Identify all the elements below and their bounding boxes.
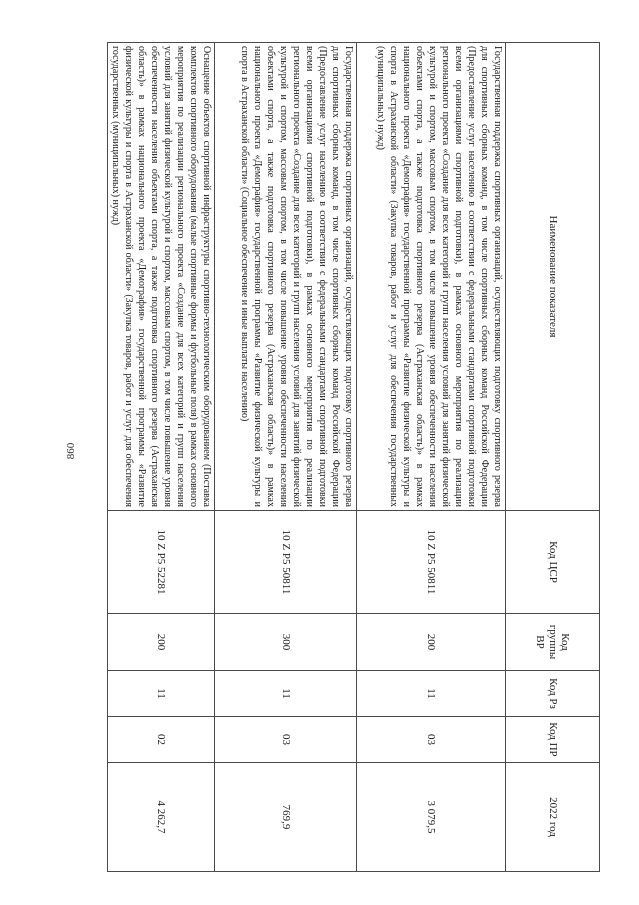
rotated-table-container xyxy=(110,42,600,871)
row-csr: 10 Z P5 50811 xyxy=(215,511,357,614)
table-header-row xyxy=(506,43,600,872)
row-vr: 200 xyxy=(108,614,215,671)
row-rz: 11 xyxy=(108,671,215,717)
row-vr: 300 xyxy=(215,614,357,671)
row-pr: 03 xyxy=(357,717,506,763)
header-rz: Код Рз xyxy=(506,671,600,717)
header-pr: Код ПР xyxy=(506,717,600,763)
row-amount: 4 262,7 xyxy=(108,763,215,872)
row-pr: 02 xyxy=(108,717,215,763)
row-vr: 200 xyxy=(357,614,506,671)
row-amount: 3 079,5 xyxy=(357,763,506,872)
table-row xyxy=(215,43,357,872)
row-name: Оснащение объектов спортивной инфраструктуры спортивно-технологическим оборудованием (Поставка комплектов спортивного оборудования (малые спортивные формы и футбольные поля) в рамках основного мероприятия по реализации регионального проекта «Создание для всех категорий и групп населения условий для занятий физической культурой и спортом, массовым спортом, в том числе повышение уровня обеспеченности населения объектами спорта, а также подготовка спортивного резерва (Астраханская область)» в рамках национального проекта «Демография» государственной программы «Развитие физической культуры и спорта в Астраханской области» (Закупка товаров, работ и услуг для обеспечения государственных (муниципальных) нужд) xyxy=(108,43,215,511)
row-csr: 10 Z P5 52281 xyxy=(108,511,215,614)
budget-table xyxy=(107,42,600,872)
row-rz: 11 xyxy=(357,671,506,717)
table-row xyxy=(108,43,215,872)
header-csr: Код ЦСР xyxy=(506,511,600,614)
row-csr: 10 Z P5 50811 xyxy=(357,511,506,614)
row-name: Государственная поддержка спортивных организаций, осуществляющих подготовку спортивного резерва для спортивных сборных команд, в том числе спортивных сборных команд Российской Федерации (Предоставление услуг населению в соответствии с федеральными стандартами спортивной подготовки всеми организациями спортивной подготовки), в рамках основного мероприятия по реализации регионального проекта «Создание для всех категорий и групп населения условий для занятий физической культурой и спортом, массовым спортом, в том числе повышение уровня обеспеченности населения объектами спорта, а также подготовка спортивного резерва (Астраханская область)» в рамках национального проекта «Демография» государственной программы «Развитие физической культуры и спорта в Астраханской области» (Социальное обеспечение и иные выплаты населению) xyxy=(215,43,357,511)
header-name: Наименование показателя xyxy=(506,43,600,511)
row-name: Государственная поддержка спортивных организаций, осуществляющих подготовку спортивного резерва для спортивных сборных команд, в том числе спортивных сборных команд Российской Федерации (Предоставление услуг населению в соответствии с федеральными стандартами спортивной подготовки всеми организациями спортивной подготовки), в рамках основного мероприятия по реализации регионального проекта «Создание для всех категорий и групп населения условий для занятий физической культурой и спортом, массовым спортом, в том числе повышение уровня обеспеченности населения объектами спорта, а также подготовка спортивного резерва (Астраханская область)» в рамках национального проекта «Демография» государственной программы «Развитие физической культуры и спорта в Астраханской области» (Закупка товаров, работ и услуг для обеспечения государственных (муниципальных) нужд) xyxy=(357,43,506,511)
row-amount: 769,9 xyxy=(215,763,357,872)
page-number: 860 xyxy=(65,442,77,460)
header-year: 2022 год xyxy=(506,763,600,872)
table-row xyxy=(357,43,506,872)
row-pr: 03 xyxy=(215,717,357,763)
row-rz: 11 xyxy=(215,671,357,717)
header-vr: Код группы ВР xyxy=(506,614,600,671)
